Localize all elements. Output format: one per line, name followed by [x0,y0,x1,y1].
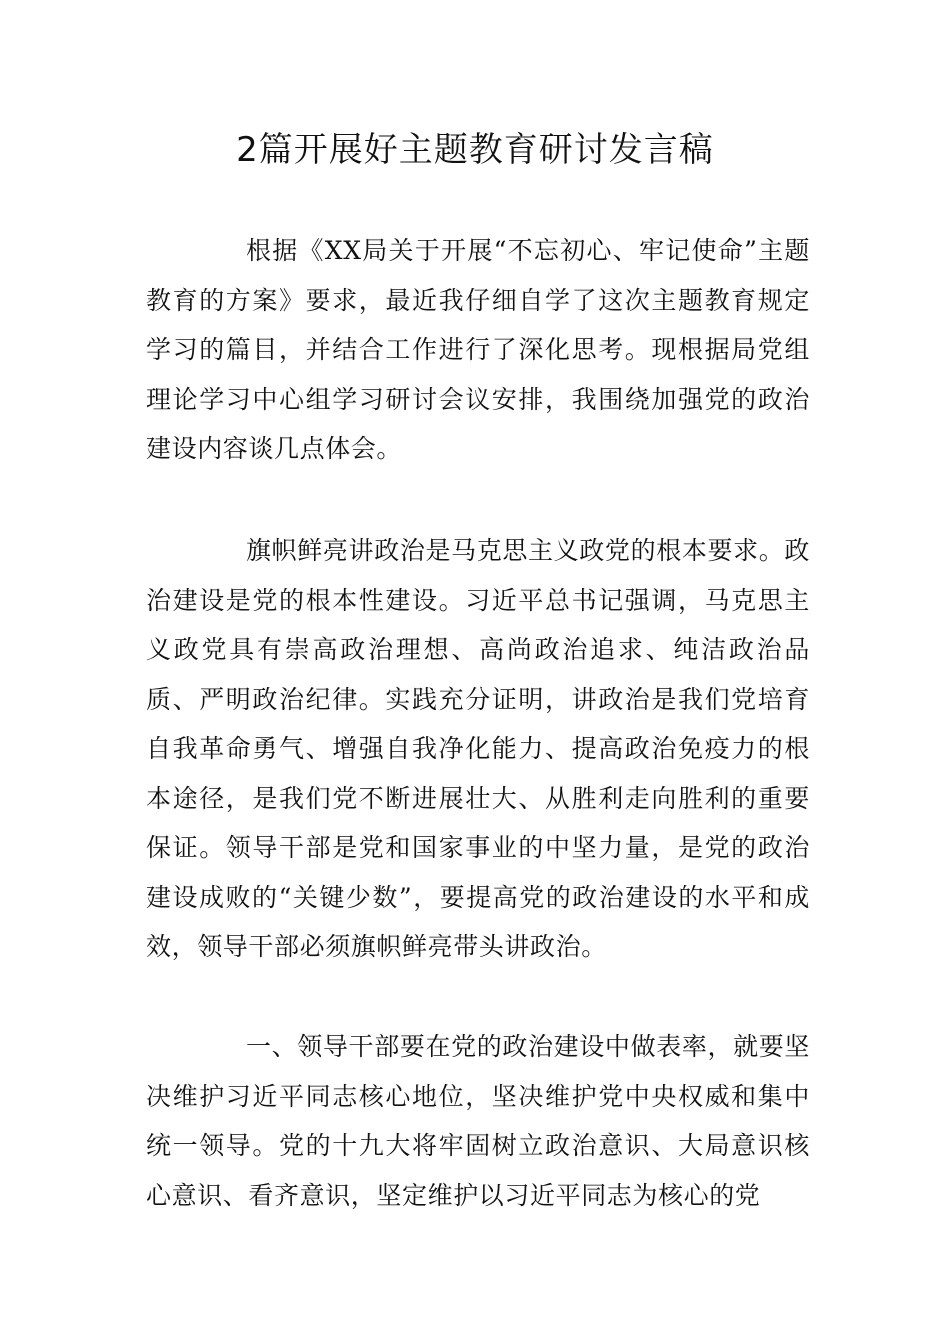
paragraph-point-one: 一、领导干部要在党的政治建设中做表率，就要坚决维护习近平同志核心地位，坚决维护党中央权威和集中统一领导。党的十九大将牢固树立政治意识、大局意识核心意识、看齐意识，坚定维护以习近平同志为核心的党 [146,1032,810,1210]
paragraph-political-requirement: 旗帜鲜亮讲政治是马克思主义政党的根本要求。政治建设是党的根本性建设。习近平总书记强调，马克思主义政党具有崇高政治理想、高尚政治追求、纯洁政治品质、严明政治纪律。实践充分证明，讲政治是我们党培育自我革命勇气、增强自我净化能力、提高政治免疫力的根本途径，是我们党不断进展壮大、从胜利走向胜利的重要保证。领导干部是党和国家事业的中坚力量，是党的政治建设成败的“关键少数”，要提高党的政治建设的水平和成效，领导干部必须旗帜鲜亮带头讲政治。 [146,536,810,961]
document-title: 2篇开展好主题教育研讨发言稿 [236,130,714,170]
paragraph-intro: 根据《XX局关于开展“不忘初心、牢记使命”主题教育的方案》要求，最近我仔细自学了这次主题教育规定学习的篇目，并结合工作进行了深化思考。现根据局党组理论学习中心组学习研讨会议安排，我围绕加强党的政治建设内容谈几点体会。 [146,236,810,463]
